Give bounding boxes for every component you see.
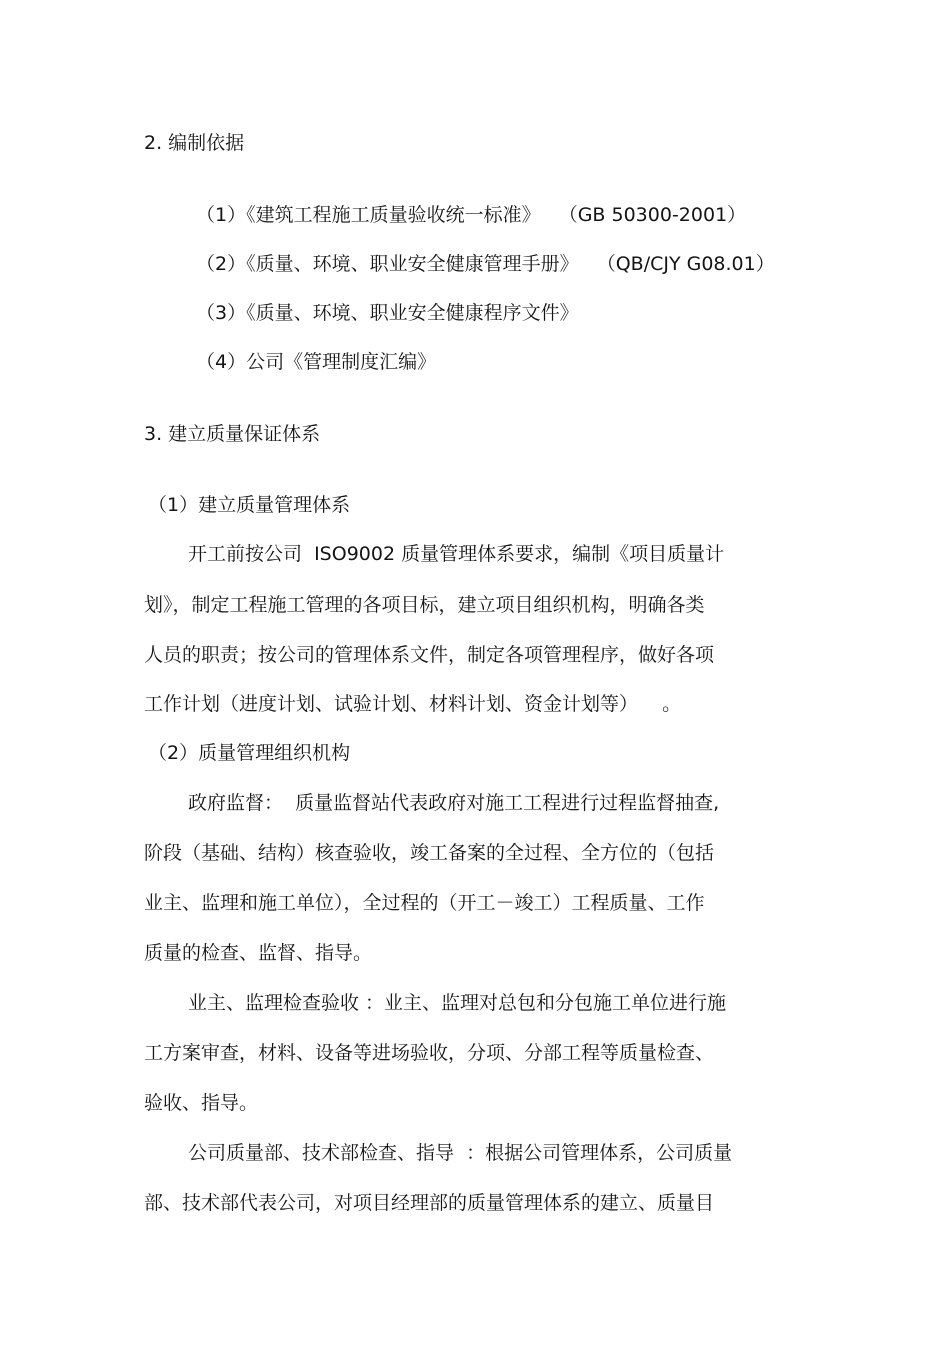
- subsection-title-1: （1）建立质量管理体系: [148, 494, 351, 516]
- section-heading-2: 2. 编制依据: [144, 132, 245, 154]
- paragraph-line: 政府监督： 质量监督站代表政府对施工工程进行过程监督抽查,: [188, 792, 720, 814]
- reference-item-2: （2）《质量、环境、职业安全健康管理手册》 （QB/CJY G08.01）: [196, 253, 775, 275]
- reference-item-1: （1）《建筑工程施工质量验收统一标准》 （GB 50300-2001）: [196, 204, 747, 226]
- paragraph-line: 人员的职责；按公司的管理体系文件，制定各项管理程序，做好各项: [144, 644, 715, 666]
- paragraph-line: 工作计划（进度计划、试验计划、材料计划、资金计划等） 。: [144, 693, 682, 715]
- reference-item-4: （4）公司《管理制度汇编》: [196, 351, 437, 373]
- paragraph-line: 质量的检查、监督、指导。: [144, 942, 373, 964]
- subsection-title-2: （2）质量管理组织机构: [148, 742, 351, 764]
- section-heading-3: 3. 建立质量保证体系: [144, 423, 321, 445]
- paragraph-line: 业主、监理检查验收 ：业主、监理对总包和分包施工单位进行施: [188, 992, 727, 1014]
- paragraph-line: 公司质量部、技术部检查、指导 ：根据公司管理体系，公司质量: [188, 1142, 733, 1164]
- paragraph-line: 工方案审查，材料、设备等进场验收，分项、分部工程等质量检查、: [144, 1042, 715, 1064]
- reference-item-3: （3）《质量、环境、职业安全健康程序文件》: [196, 302, 579, 324]
- paragraph-line: 部、技术部代表公司，对项目经理部的质量管理体系的建立、质量目: [144, 1192, 715, 1214]
- paragraph-line: 业主、监理和施工单位），全过程的（开工－竣工）工程质量、工作: [144, 892, 705, 914]
- paragraph-line: 阶段（基础、结构）核查验收，竣工备案的全过程、全方位的（包括: [144, 842, 715, 864]
- paragraph-line: 开工前按公司 ISO9002 质量管理体系要求，编制《项目质量计: [188, 543, 725, 565]
- paragraph-line: 划》，制定工程施工管理的各项目标，建立项目组织机构，明确各类: [144, 594, 705, 616]
- paragraph-line: 验收、指导。: [144, 1092, 259, 1114]
